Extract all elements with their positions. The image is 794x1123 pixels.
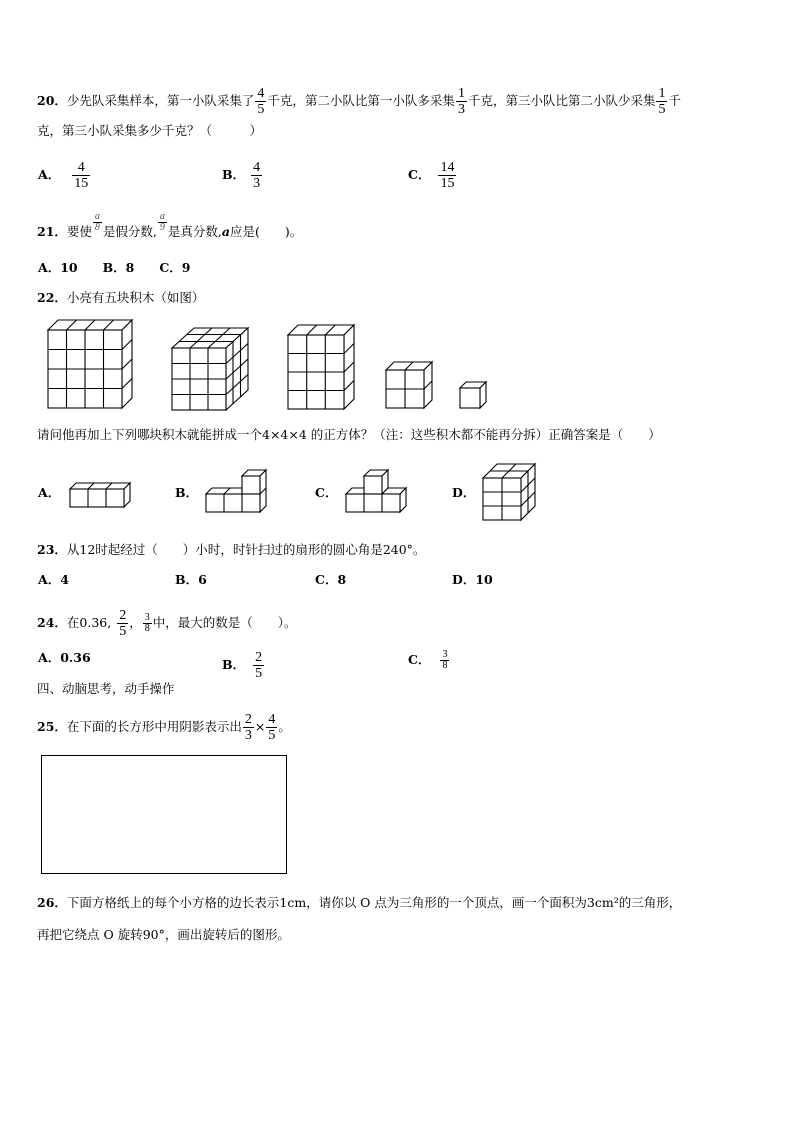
q20-fraction-2: $\frac{1}{3}$ xyxy=(457,86,465,117)
q20-option-b-fraction: $\frac{4}{3}$ xyxy=(253,160,261,191)
q25-fraction-1: $\frac{2}{3}$ xyxy=(244,712,252,743)
q25-times-sign: × xyxy=(254,719,266,734)
q23-option-b: B．6 xyxy=(175,572,207,587)
q20-option-c-fraction: $\frac{14}{15}$ xyxy=(440,160,455,191)
q25-fraction-2: $\frac{4}{5}$ xyxy=(268,712,276,743)
q23-text: 从12时起经过（ ）小时，时针扫过的扇形的圆心角是240°。 xyxy=(66,542,426,557)
block-1 xyxy=(48,320,132,408)
q20-fraction-3: $\frac{1}{5}$ xyxy=(658,86,666,117)
q21-text2: 是假分数, xyxy=(102,224,157,239)
q20-text3: 千克，第三小队比第二小队少采集 xyxy=(467,93,656,108)
q22-options-figures xyxy=(0,462,794,532)
q20-text1: 少先队采集样本，第一小队采集了 xyxy=(66,93,255,108)
q22-option-d-label: D． xyxy=(452,485,476,500)
option-d-figure xyxy=(483,464,535,520)
option-b-figure xyxy=(206,470,266,512)
q21-text1: 要使 xyxy=(66,224,92,239)
five-blocks-figure xyxy=(0,320,794,420)
q25-rectangle-drawing-area[interactable] xyxy=(41,755,287,874)
q22-option-a-label: A． xyxy=(38,485,61,500)
q21-number: 21． xyxy=(37,224,67,239)
q25-line xyxy=(37,712,291,743)
q26-number: 26． xyxy=(37,895,67,910)
q24-text1: 在0.36, xyxy=(66,615,112,630)
section-4-title: 四、动脑思考，动手操作 xyxy=(37,681,175,696)
q26-text1: 下面方格纸上的每个小方格的边长表示1cm，请你以 O 点为三角形的一个顶点，画一个面积为3cm²的三角形， xyxy=(66,895,682,910)
block-2 xyxy=(172,328,248,410)
q20-number: 20． xyxy=(37,93,67,108)
q20-option-a-fraction: $\frac{4}{15}$ xyxy=(74,160,89,191)
q24-option-b-fraction: $\frac{2}{5}$ xyxy=(255,650,263,681)
q21-text4: 应是( )。 xyxy=(230,224,303,239)
q20-text2: 千克，第二小队比第一小队多采集 xyxy=(267,93,455,108)
block-5 xyxy=(460,382,486,408)
q21-text3: 是真分数, xyxy=(167,224,222,239)
q24-option-c: C． $\frac{3}{8}$ xyxy=(408,649,448,671)
q20-fraction-1: $\frac{4}{5}$ xyxy=(257,86,265,117)
option-a-figure xyxy=(70,483,130,507)
option-c-figure xyxy=(346,470,406,512)
q21-fraction-2: $\frac{a}{9}$ xyxy=(159,211,165,233)
q22-text: 小亮有五块积木（如图） xyxy=(66,290,205,305)
q25-number: 25． xyxy=(37,719,67,734)
q22-question: 请问他再加上下列哪块积木就能拼成一个4×4×4 的正方体？（注：这些积木都不能再分拆）正确答案是（ ） xyxy=(37,427,661,442)
q25-text: 在下面的长方形中用阴影表示出 xyxy=(66,719,242,734)
q23-option-c: C．8 xyxy=(315,572,347,587)
q20-option-c: C． $\frac{14}{15}$ xyxy=(408,160,455,191)
q24-option-c-fraction: $\frac{3}{8}$ xyxy=(442,649,448,671)
q22-number: 22． xyxy=(37,290,67,305)
block-4 xyxy=(386,362,432,408)
q23-number: 23． xyxy=(37,542,67,557)
q24-line: 24．在0.36, $\frac{2}{5}$ ， $\frac{3}{8}$ 中，最大的数是（ ）。 xyxy=(37,608,297,639)
q22-option-b-label: B． xyxy=(175,485,199,500)
q26-line1 xyxy=(37,895,681,911)
q23-option-d: D．10 xyxy=(452,572,493,587)
q26-line2: 再把它绕点 O 旋转90°，画出旋转后的图形。 xyxy=(37,927,290,942)
q21-fraction-1: $\frac{a}{8}$ xyxy=(94,211,100,233)
q24-number: 24． xyxy=(37,615,67,630)
block-3 xyxy=(288,325,354,409)
q22-line xyxy=(37,290,204,306)
q24-fraction-2: $\frac{3}{8}$ xyxy=(144,612,150,634)
q20-text4: 千 xyxy=(668,93,681,108)
q24-fraction-1: $\frac{2}{5}$ xyxy=(119,608,127,639)
q21-variable: a xyxy=(221,224,230,239)
q20-line1 xyxy=(37,86,681,117)
q20-option-a: A． $\frac{4}{15}$ xyxy=(38,160,89,191)
q20-option-b: B． $\frac{4}{3}$ xyxy=(222,160,261,191)
q24-text2: 中，最大的数是（ ）。 xyxy=(152,615,297,630)
q25-end: 。 xyxy=(278,719,291,734)
q23-line xyxy=(37,542,425,558)
q21-line xyxy=(37,211,303,243)
q21-options: A．10 B．8 C．9 xyxy=(38,260,191,275)
q20-line2: 克，第三小队采集多少千克？（ ） xyxy=(37,123,263,138)
q24-option-a: A．0.36 xyxy=(38,650,91,665)
q24-option-b: B． $\frac{2}{5}$ xyxy=(222,650,263,681)
q22-option-c-label: C． xyxy=(315,485,338,500)
q23-option-a: A．4 xyxy=(38,572,69,587)
